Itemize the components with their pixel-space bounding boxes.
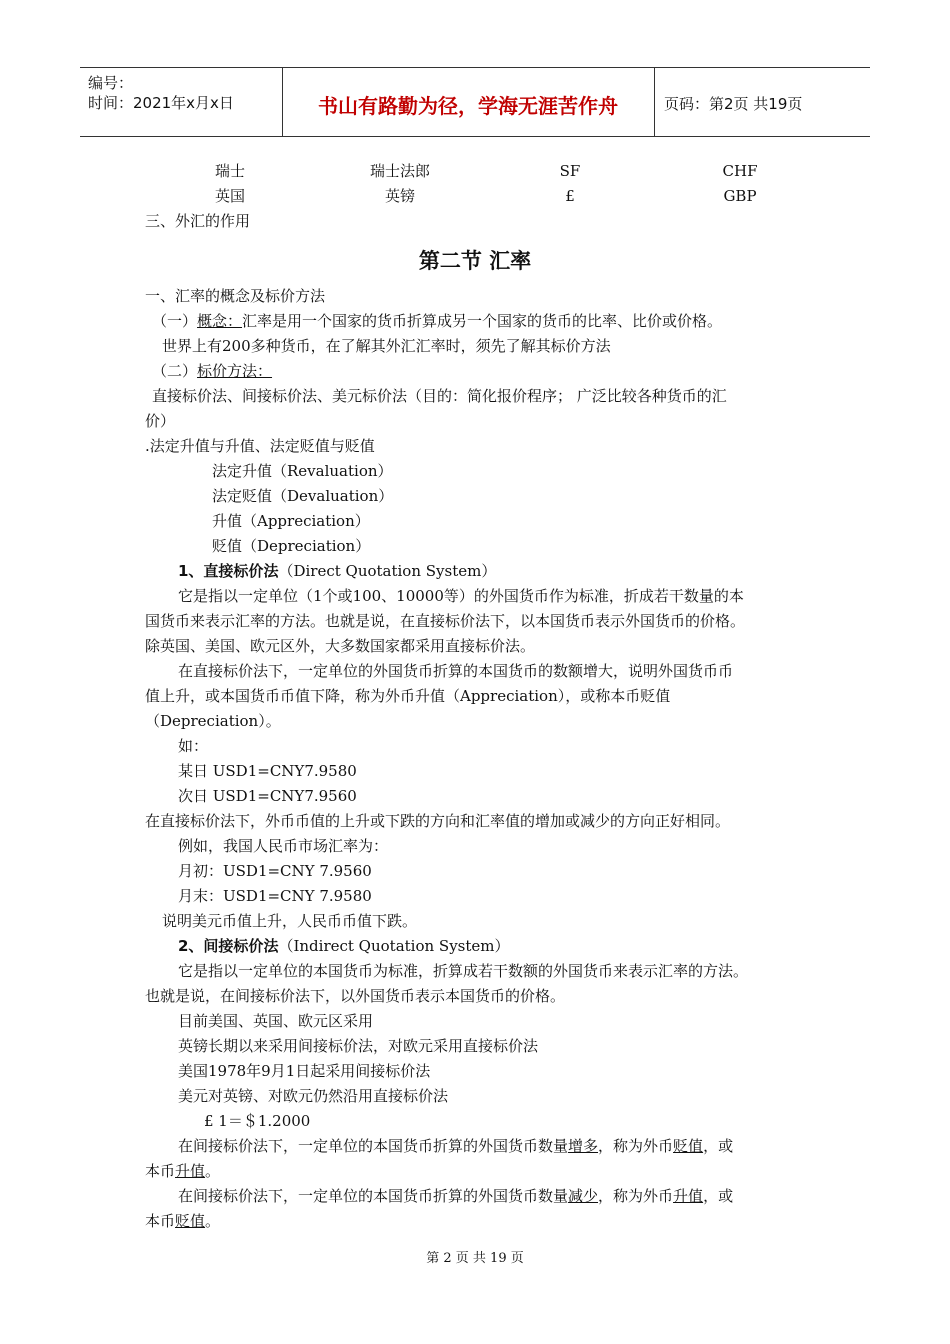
paragraph-line: 本币升值。 bbox=[145, 1162, 221, 1180]
paragraph-line: .法定升值与升值、法定贬值与贬值 bbox=[145, 437, 375, 455]
paragraph-line: 它是指以一定单位的本国货币为标准，折算成若干数额的外国货币来表示汇率的方法。 bbox=[178, 962, 749, 980]
term-line: 升值（Appreciation） bbox=[212, 512, 370, 530]
paragraph-line: 英镑长期以来采用间接标价法，对欧元采用直接标价法 bbox=[178, 1037, 539, 1055]
date-label: 时间：2021年x月x日 bbox=[88, 94, 234, 112]
subsection-heading: 2、间接标价法（Indirect Quotation System） bbox=[178, 937, 510, 955]
header-page-number: 页码：第2页 共19页 bbox=[664, 95, 803, 113]
paragraph-line: 世界上有200多种货币，在了解其外汇汇率时，须先了解其标价方法 bbox=[162, 337, 611, 355]
chapter-title: 第二节 汇率 bbox=[418, 249, 532, 273]
page-footer: 第 2 页 共 19 页 bbox=[426, 1251, 524, 1266]
currency-name: 瑞士法郎 bbox=[369, 162, 430, 180]
paragraph-line: 在直接标价法下，一定单位的外国货币折算的本国货币的数额增大，说明外国货币币 bbox=[178, 662, 734, 680]
subsection-heading: 1、直接标价法（Direct Quotation System） bbox=[178, 562, 497, 580]
currency-country: 英国 bbox=[214, 187, 245, 205]
example-line: 月初：USD1=CNY 7.9560 bbox=[178, 862, 372, 880]
paragraph-line: 在间接标价法下，一定单位的本国货币折算的外国货币数量增多，称为外币贬值，或 bbox=[178, 1137, 734, 1155]
currency-code: CHF bbox=[722, 162, 758, 180]
section-heading: 一、汇率的概念及标价方法 bbox=[145, 287, 326, 305]
paragraph-line: 也就是说，在间接标价法下，以外国货币表示本国货币的价格。 bbox=[145, 987, 566, 1005]
currency-symbol: £ bbox=[565, 187, 575, 205]
code-label: 编号： bbox=[88, 74, 134, 92]
header-motto: 书山有路勤为径，学海无涯苦作舟 bbox=[318, 94, 618, 118]
paragraph-line: （二）标价方法： bbox=[152, 362, 273, 380]
term-line: 法定升值（Revaluation） bbox=[212, 462, 393, 480]
paragraph-line: 它是指以一定单位（1个或100、10000等）的外国货币作为标准，折成若干数量的本 bbox=[178, 587, 744, 605]
paragraph-line: 值上升，或本国货币币值下降，称为外币升值（Appreciation），或称本币贬值 bbox=[145, 687, 671, 705]
header-divider bbox=[654, 68, 655, 136]
paragraph-line: 例如，我国人民币市场汇率为： bbox=[178, 837, 389, 855]
paragraph-line: 在直接标价法下，外币币值的上升或下跌的方向和汇率值的增加或减少的方向正好相同。 bbox=[145, 812, 731, 830]
paragraph-line: 价） bbox=[145, 412, 176, 430]
term-line: 贬值（Depreciation） bbox=[212, 537, 371, 555]
currency-code: GBP bbox=[723, 187, 757, 205]
example-line: 次日 USD1=CNY7.9560 bbox=[178, 787, 357, 805]
section-heading: 三、外汇的作用 bbox=[145, 212, 251, 230]
paragraph-line: 直接标价法、间接标价法、美元标价法（目的：简化报价程序； 广泛比较各种货币的汇 bbox=[152, 387, 727, 405]
currency-name: 英镑 bbox=[384, 187, 415, 205]
paragraph-line: 除英国、美国、欧元区外，大多数国家都采用直接标价法。 bbox=[145, 637, 536, 655]
currency-country: 瑞士 bbox=[214, 162, 245, 180]
paragraph-line: 本币贬值。 bbox=[145, 1212, 221, 1230]
example-line: £ 1＝＄1.2000 bbox=[204, 1112, 311, 1130]
paragraph-line: 美元对英镑、对欧元仍然沿用直接标价法 bbox=[178, 1087, 449, 1105]
paragraph-line: 在间接标价法下，一定单位的本国货币折算的外国货币数量减少，称为外币升值，或 bbox=[178, 1187, 734, 1205]
paragraph-line: 美国1978年9月1日起采用间接标价法 bbox=[178, 1062, 431, 1080]
header-meta bbox=[88, 73, 234, 113]
currency-symbol: SF bbox=[559, 162, 581, 180]
example-line: 某日 USD1=CNY7.9580 bbox=[178, 762, 357, 780]
paragraph-line: 国货币来表示汇率的方法。也就是说，在直接标价法下，以本国货币表示外国货币的价格。 bbox=[145, 612, 746, 630]
page-header bbox=[80, 67, 870, 137]
paragraph-line: 如： bbox=[178, 737, 209, 755]
paragraph-line: （Depreciation）。 bbox=[145, 712, 281, 730]
term-line: 法定贬值（Devaluation） bbox=[212, 487, 394, 505]
example-line: 月末：USD1=CNY 7.9580 bbox=[178, 887, 372, 905]
paragraph-line: 说明美元币值上升，人民币币值下跌。 bbox=[162, 912, 418, 930]
paragraph-line: 目前美国、英国、欧元区采用 bbox=[178, 1012, 374, 1030]
paragraph-line: （一）概念：汇率是用一个国家的货币折算成另一个国家的货币的比率、比价或价格。 bbox=[152, 312, 723, 330]
